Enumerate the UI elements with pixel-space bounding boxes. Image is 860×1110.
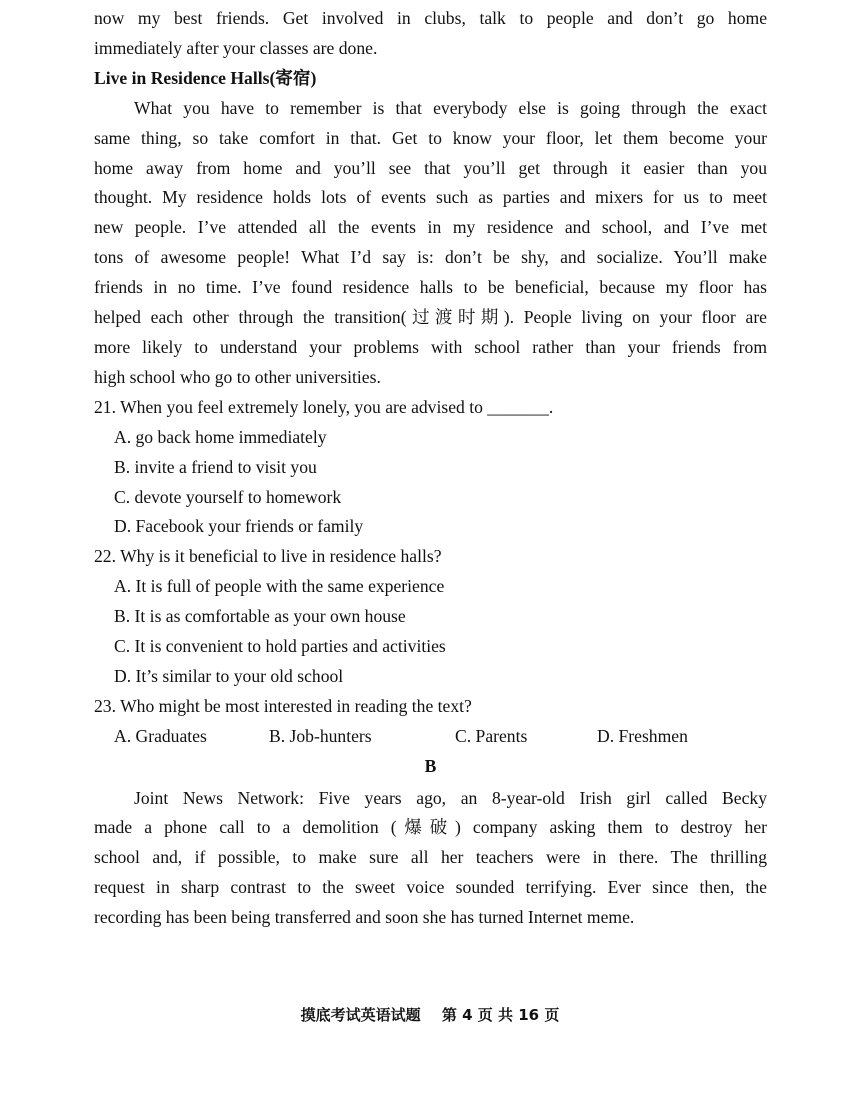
question-21-stem: 21. When you feel extremely lonely, you are advised to _______. (94, 396, 554, 417)
text-line: high school who go to other universities. (94, 366, 381, 387)
text-line: home away from home and you’ll see that you’ll get through it easier than you (94, 157, 767, 178)
question-22-option-c: C. It is convenient to hold parties and activities (114, 636, 446, 657)
exam-page (94, 4, 767, 933)
question-23-stem: 23. Who might be most interested in reading the text? (94, 695, 472, 716)
text-line: recording has been being transferred and soon she has turned Internet meme. (94, 907, 635, 928)
question-23-option-d: D. Freshmen (597, 725, 688, 746)
question-21-option-a: A. go back home immediately (114, 426, 327, 447)
text-line: more likely to understand your problems with school rather than your friends from (94, 336, 767, 357)
text-line: helped each other through the transition(过渡时期). People living on your floor are (94, 307, 767, 328)
question-21-option-b: B. invite a friend to visit you (114, 456, 317, 477)
text-line: What you have to remember is that everybody else is going through the exact (134, 97, 767, 118)
text-line: new people. I’ve attended all the events in my residence and school, and I’ve met (94, 217, 767, 238)
text-line: tons of awesome people! What I’d say is: don’t be shy, and socialize. You’ll make (94, 247, 767, 268)
section-heading: Live in Residence Halls(寄宿) (94, 67, 317, 88)
text-line: made a phone call to a demolition (爆破) company asking them to destroy her (94, 817, 767, 838)
question-22-option-a: A. It is full of people with the same experience (114, 576, 445, 597)
question-23-option-c: C. Parents (455, 725, 528, 746)
page-number: 第 4 页 共 16 页 (441, 1006, 560, 1024)
text-line: Joint News Network: Five years ago, an 8-year-old Irish girl called Becky (134, 787, 767, 808)
question-23-option-b: B. Job-hunters (269, 725, 372, 746)
question-23-option-a: A. Graduates (114, 725, 207, 746)
section-label: B (424, 755, 437, 776)
question-22-stem: 22. Why is it beneficial to live in residence halls? (94, 546, 442, 567)
text-line: request in sharp contrast to the sweet voice sounded terrifying. Ever since then, the (94, 877, 767, 898)
question-21-option-d: D. Facebook your friends or family (114, 516, 364, 537)
text-line: friends in no time. I’ve found residence halls to be beneficial, because my floor has (94, 277, 767, 298)
text-line: immediately after your classes are done. (94, 37, 378, 58)
exam-title: 摸底考试英语试题 (300, 1006, 421, 1024)
page-footer (0, 1004, 860, 1025)
text-line: school and, if possible, to make sure all her teachers were in there. The thrilling (94, 847, 767, 868)
text-line: same thing, so take comfort in that. Get to know your floor, let them become your (94, 127, 767, 148)
question-21-option-c: C. devote yourself to homework (114, 486, 342, 507)
question-23-options (94, 722, 767, 752)
text-line: thought. My residence holds lots of events such as parties and mixers for us to meet (94, 187, 767, 208)
question-22-option-d: D. It’s similar to your old school (114, 665, 344, 686)
question-22-option-b: B. It is as comfortable as your own house (114, 606, 406, 627)
text-line: now my best friends. Get involved in clubs, talk to people and don’t go home (94, 8, 767, 28)
